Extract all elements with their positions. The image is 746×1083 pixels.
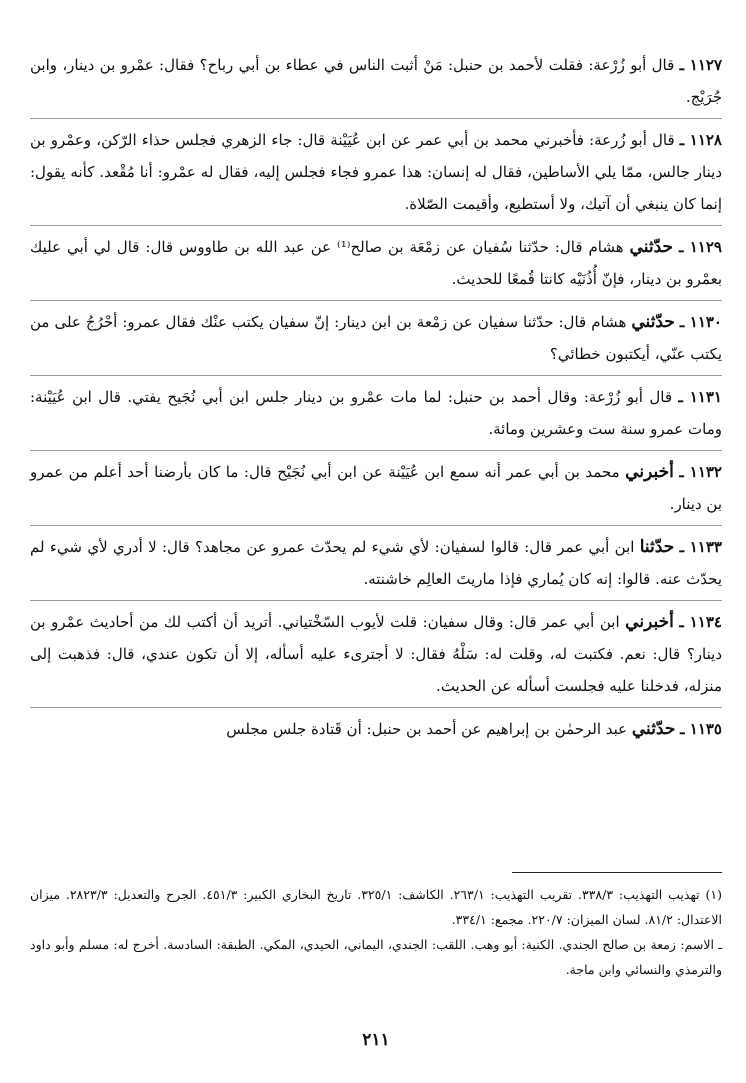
entry-text: قال أبو زُرْعة: فقلت لأحمد بن حنبل: مَنْ أثبت الناس في عطاء بن أبي رباح؟ فقال: عمْرو بن دينار، وابن جُرَيْج. <box>30 56 722 106</box>
entry-text: عبد الرحمٰن بن إبراهيم عن أحمد بن حنبل: أن قَتادة جلس مجلس <box>226 720 628 738</box>
entry-number: ١١٣٠ ـ <box>679 313 722 331</box>
entry-number: ١١٢٧ ـ <box>679 56 723 74</box>
entry-keyword: حدّثني <box>629 237 674 257</box>
entry-number: ١١٢٨ ـ <box>679 131 722 149</box>
entry-number: ١١٣٣ ـ <box>679 538 722 556</box>
entry-text: هشام قال: حدّثنا سُفيان عن زمْعَة بن صالح⁽¹⁾ عن عبد الله بن طاووس قال: قال لي أبي عليك بعمْرو بن دينار، فإنّ أُذُنَيْه كانتا قُمعًا للحديث. <box>30 238 722 288</box>
hadith-entry-1132 <box>30 451 722 526</box>
entry-number: ١١٣٤ ـ <box>679 613 722 631</box>
entry-text: قال أبو زُرعة: فأخبرني محمد بن أبي عمر عن ابن عُيَيْنة قال: جاء الزهري فجلس حذاء الرّكن، وعمْرو بن دينار جالس، ممّا يلي الأساطين، فقال له إنسان: هذا عمرو فجاء فجلس إليه، فقال له عمْرو: أنا مُقْعد. كأنه يقول: إنما كان ينبغي أن آتيك، ولا أستطيع، وأقيمت الصّلاة. <box>30 131 722 213</box>
entry-text: ابن أبي عمر قال: وقال سفيان: قلت لأيوب السّخْتياني. أتريد أن أكتب لك من أحاديث عمْرو بن دينار؟ قال: نعم. فكتبت له، وقلت له: سَلْهُ فقال: لا أجترىء عليه أسأله، إلا أن تكون عندي، قال: فذهبت إلى منزله، فدخلنا عليه فجلست أسأله عن الحديث. <box>30 613 722 695</box>
entry-keyword: حدّثني <box>631 312 675 332</box>
hadith-entries <box>30 44 722 750</box>
entry-text: قال أبو زُرْعة: وقال أحمد بن حنبل: لما مات عمْرو بن دينار جلس ابن أبي نُجَيح يفتي. قال ابن عُيَيْنة: ومات عمرو سنة ست وعشرين ومائة. <box>30 388 722 438</box>
hadith-entry-1134 <box>30 601 722 708</box>
hadith-entry-1133 <box>30 526 722 601</box>
hadith-entry-1131 <box>30 376 722 451</box>
entry-text: محمد بن أبي عمر أنه سمع ابن عُيَيْنة عن ابن أبي نُجَيْح قال: ما كان بأرضنا أحد أعلم من عمرو بن دينار. <box>30 463 722 513</box>
entry-number: ١١٢٩ ـ <box>678 238 722 256</box>
hadith-entry-1135 <box>30 708 722 750</box>
entry-number: ١١٣١ ـ <box>678 388 722 406</box>
hadith-entry-1130 <box>30 301 722 376</box>
entry-text: هشام قال: حدّثنا سفيان عن زمْعة بن ابن دينار: إنّ سفيان يكتب عنْك فقال عمرو: أحْرُجُ على من يكتب عنّي، أيكتبون خطائي؟ <box>30 313 722 363</box>
entry-number: ١١٣٥ ـ <box>680 720 722 738</box>
entry-keyword: حدّثنا <box>639 537 675 557</box>
hadith-entry-1129 <box>30 226 722 301</box>
footnote-1: (١) تهذيب التهذيب: ٣٣٨/٣. تقريب التهذيب: ٢٦٣/١. الكاشف: ٣٢٥/١. تاريخ البخاري الكبير: ٤٥١/٣. الجرح والتعديل: ٢٨٢٣/٣. ميزان الاعتدال: ٨١/٢. لسان الميزان: ٢٢٠/٧. مجمع: ٣٣٤/١. <box>30 887 722 927</box>
entry-number: ١١٣٢ ـ <box>679 463 722 481</box>
entry-keyword: أخبرني <box>625 612 674 632</box>
footnote-separator <box>512 872 722 873</box>
entry-keyword: أخبرني <box>625 462 674 482</box>
footnotes <box>30 882 722 982</box>
hadith-entry-1128 <box>30 119 722 226</box>
footnote-1-details: ـ الاسم: زمعة بن صالح الجندي. الكنية: أبو وهب. اللقب: الجندي، اليماني، الحيدي، المكي. الطبقة: السادسة. أخرج له: مسلم وأبو داود والترمذي والنسائي وابن ماجة. <box>30 937 722 977</box>
entry-text: ابن أبي عمر قال: قالوا لسفيان: لأي شيء لم يحدّث عمرو عن مجاهد؟ قال: لا أدري لأي شيء لم يحدّث عنه. قالوا: إنه كان يُماري فإذا ماريتَ العالِم خاشنته. <box>30 538 722 588</box>
document-page <box>30 44 722 1054</box>
hadith-entry-1127 <box>30 44 722 119</box>
page-number: ٢١١ <box>362 1030 390 1050</box>
entry-keyword: حدّثني <box>631 719 676 739</box>
